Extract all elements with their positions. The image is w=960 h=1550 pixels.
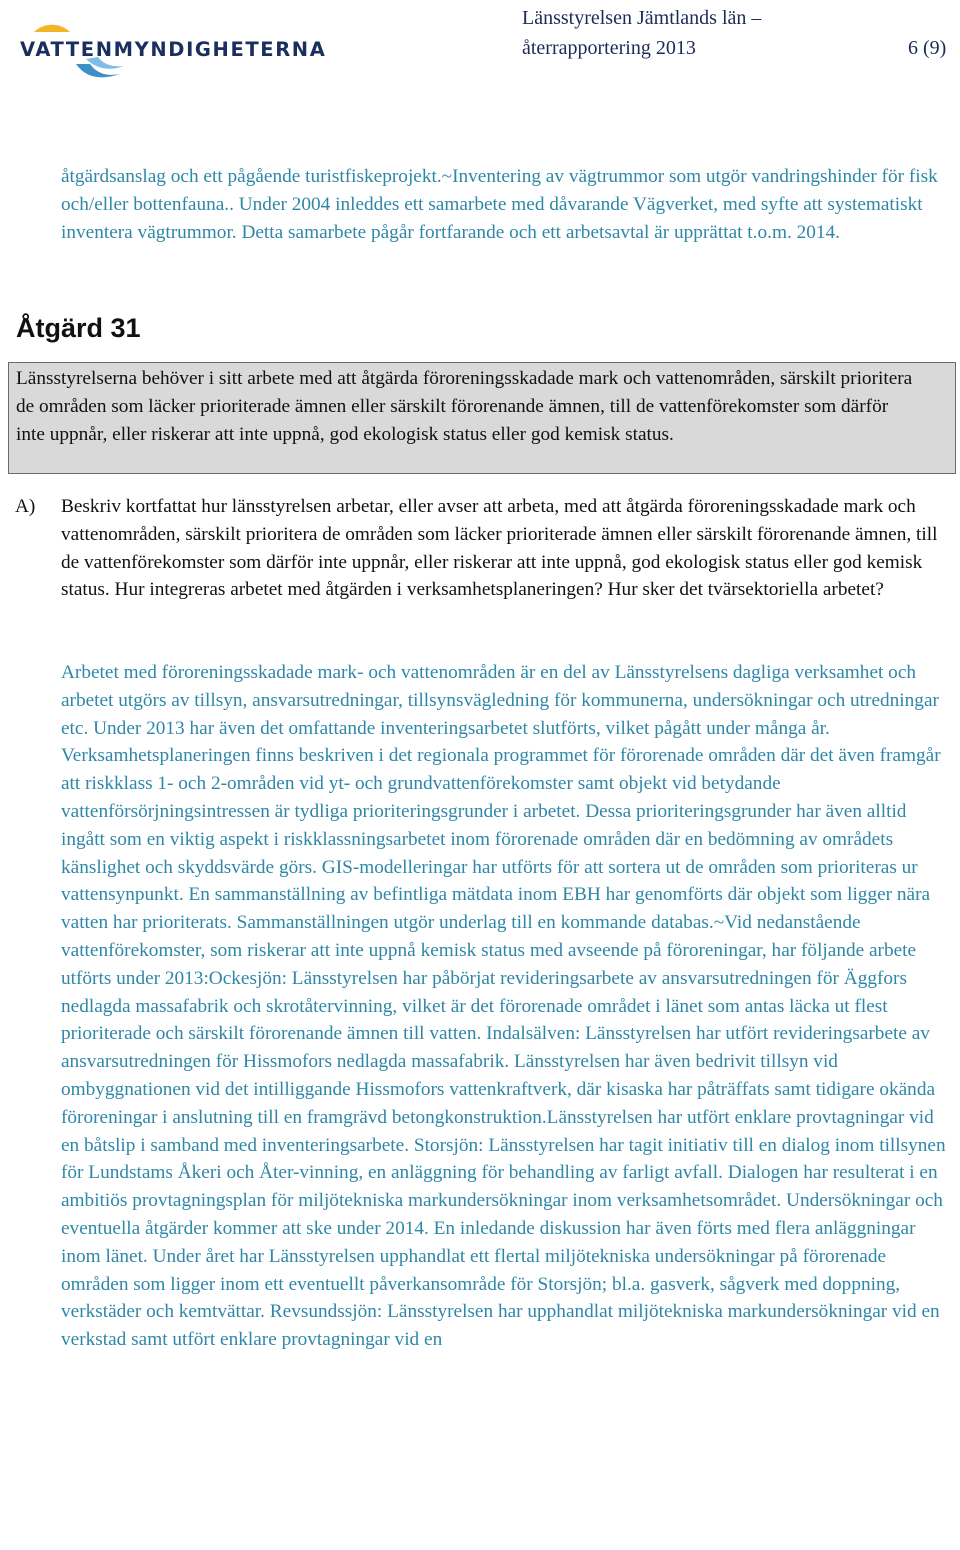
intro-paragraph: åtgärdsanslag och ett pågående turistfiskeprojekt.~Inventering av vägtrummor som utgör vandringshinder för fisk och/eller bottenfauna.. Under 2004 inleddes ett samarbete med dåvarande Vägverket, med syfte att systematiskt inventera vägtrummor. Detta samarbete pågår fortfarande och ett arbetsavtal är upprättat t.o.m. 2014.	[61, 166, 938, 243]
vattenmyndigheterna-logo	[12, 4, 352, 86]
measure-text: Länsstyrelserna behöver i sitt arbete med att åtgärda föroreningsskadade mark och vattenområden, särskilt prioritera de områden som läcker prioriterade ämnen eller särskilt förorenande ämnen, till de vattenförekomster som därför inte uppnår, eller riskerar att inte uppnå, god ekologisk status eller god kemisk status.	[16, 368, 913, 445]
question-letter: A)	[15, 496, 36, 517]
answer-paragraph: Arbetet med föroreningsskadade mark- och vattenområden är en del av Länsstyrelsens dagliga verksamhet och arbetet utgörs av tillsyn, ansvarsutredningar, tillsynsvägledning för kommunerna, undersökningar och utredningar etc. Under 2013 har även det omfattande inventeringsarbetet slutförts, vilket pågått under många år. Verksamhetsplaneringen finns beskriven i det regionala programmet för förorenade områden där det även framgår att riskklass 1- och 2-områden vid yt- och grundvattenförekomster samt objekt vid betydande vattenförsörjningsintressen är tydliga prioriteringsgrunder i arbetet. Dessa prioriteringsgrunder har även alltid ingått som en viktig aspekt i riskklassningsarbetet inom förorenade områden där en bedömning av områdets känslighet och skyddsvärde görs. GIS-modelleringar har utförts för att sortera ut de områden som prioriteras ur vattensynpunkt. En sammanställning av befintliga mätdata inom EBH har genomförts där objekt som ligger nära vatten har prioriterats. Sammanställningen utgör underlag till en kommande databas.~Vid nedanstående vattenförekomster, som riskerar att inte uppnå kemisk status med avseende på föroreningar, har följande arbete utförts under 2013:Ockesjön: Länsstyrelsen har påbörjat revideringsarbete av ansvarsutredningen för Äggfors nedlagda massafabrik och skrotåtervinning, vilket är det förorenade området i länet som antas läcka ut flest prioriterade och särskilt förorenande ämnen till vatten. Indalsälven: Länsstyrelsen har utfört revideringsarbete av ansvarsutredningen för Hissmofors nedlagda massafabrik. Länsstyrelsen har även bedrivit tillsyn vid ombyggnationen vid det intilliggande Hissmofors vattenkraftverk, där kisaska har påträffats samt tidigare okända föroreningar i anslutning till en framgrävd betongkonstruktion.Länsstyrelsen har utfört enklare provtagningar vid en båtslip i samband med inventeringsarbete. Storsjön: Länsstyrelsen har tagit initiativ till en dialog inom tillsynen för Lundstams Åkeri och Åter-vinning, en anläggning för behandling av farligt avfall. Dialogen har resulterat i en ambitiös provtagningsplan för miljötekniska markundersökningar inom verksamhetsområdet. Undersökningar och eventuella åtgärder kommer att ske under 2014. En inledande diskussion har även förts med flera anläggningar inom länet. Under året har Länsstyrelsen upphandlat ett flertal miljötekniska undersökningar på förorenade områden som ligger inom ett eventuellt påverkansområde för Storsjön; bl.a. gasverk, sågverk med doppning, verkstäder och kemtvättar. Revsundssjön: Länsstyrelsen har upphandlat miljötekniska markundersökningar vid en verkstad samt utfört enklare provtagningar vid en	[61, 662, 946, 1351]
question-text: Beskriv kortfattat hur länsstyrelsen arbetar, eller avser att arbeta, med att åtgärda föroreningsskadade mark och vattenområden, särskilt prioritera de områden som läcker prioriterade ämnen eller särskilt förorenande ämnen, till de vattenförekomster som därför inte uppnår, eller riskerar att inte uppnå, god ekologisk status eller god kemisk status. Hur integreras arbetet med åtgärden i verksamhetsplaneringen? Hur sker det tvärsektoriella arbetet?	[61, 496, 938, 601]
document-header-title	[522, 3, 761, 63]
header-title-line2: återrapportering 2013	[522, 37, 696, 59]
logo-text: VATTENMYNDIGHETERNA	[20, 38, 327, 61]
header-title-line1: Länsstyrelsen Jämtlands län –	[522, 7, 762, 29]
page-number: 6 (9)	[908, 37, 947, 59]
section-heading: Åtgärd 31	[16, 313, 141, 343]
